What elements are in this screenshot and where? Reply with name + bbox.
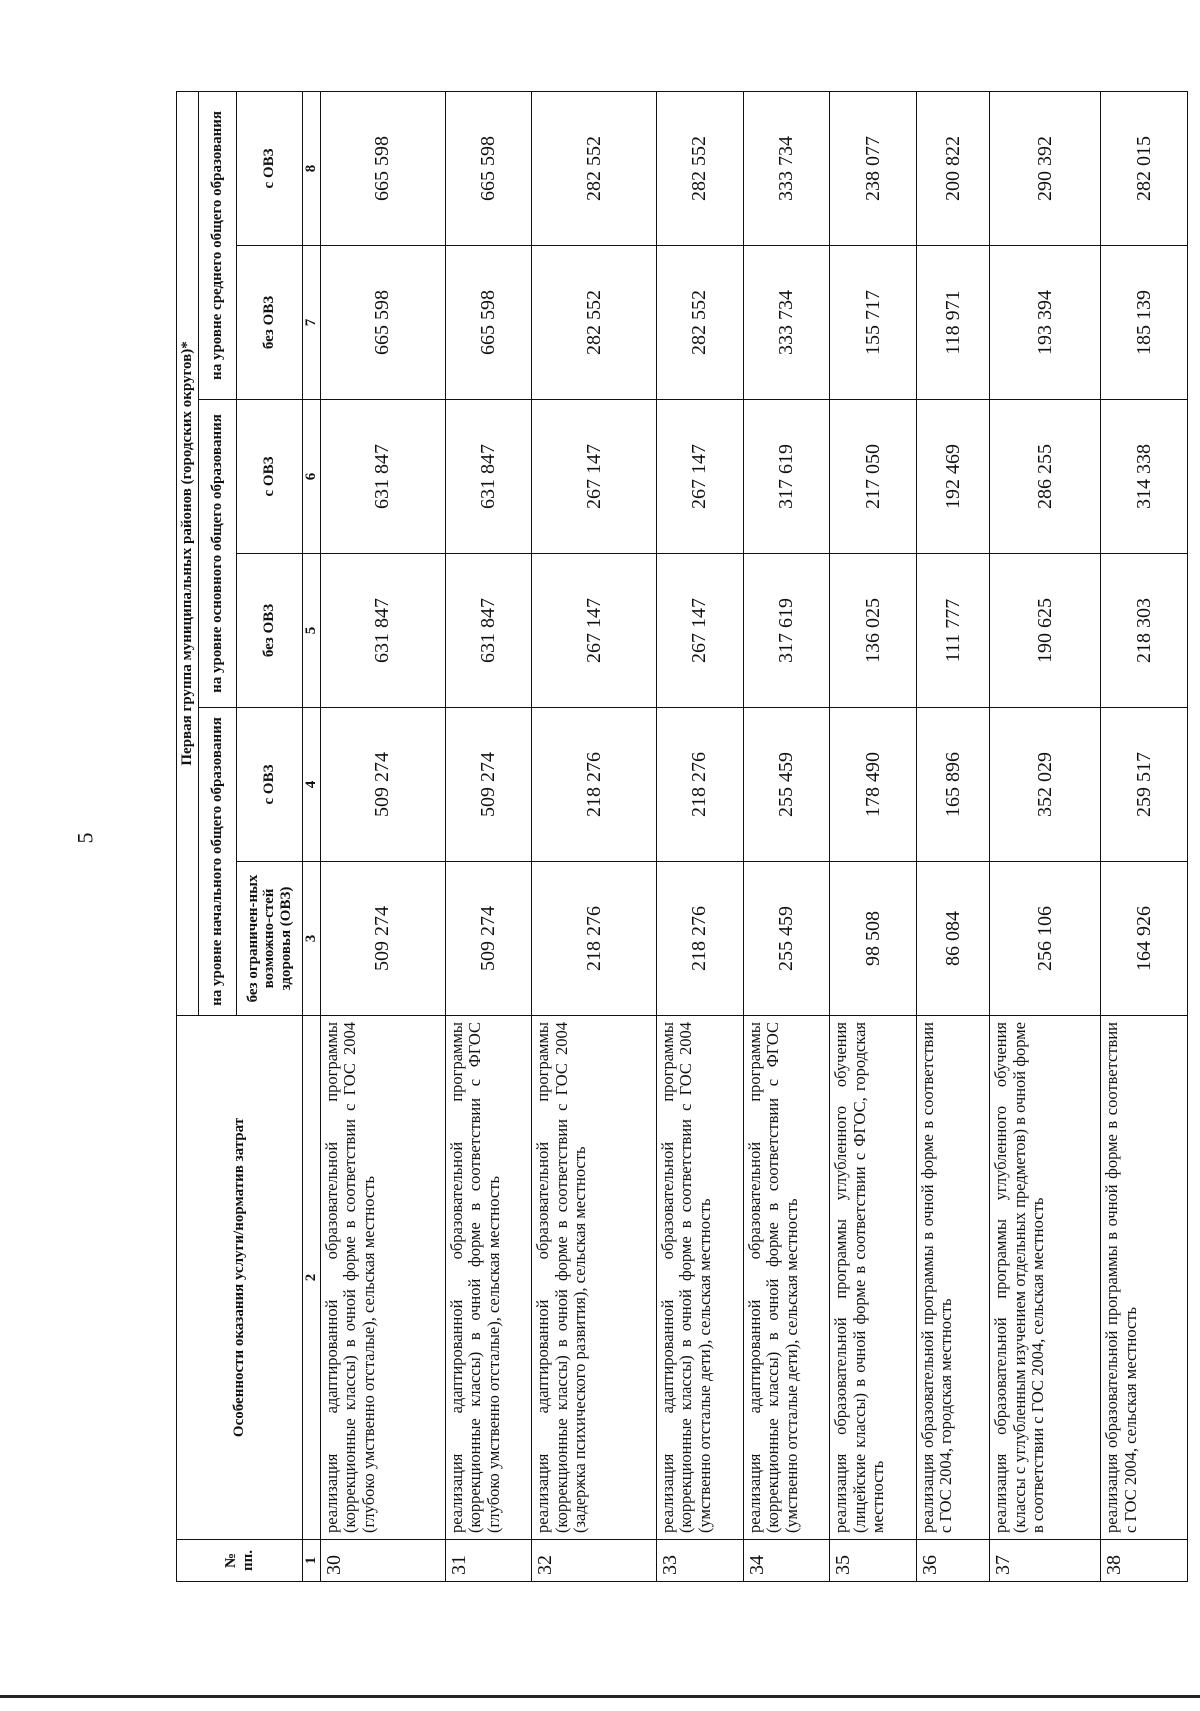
cost-value-cell: 238 077 — [830, 91, 917, 245]
cost-value-cell: 317 619 — [743, 400, 830, 554]
scan-edge-line — [0, 1695, 1200, 1698]
cost-value-cell: 255 459 — [743, 708, 830, 862]
header-sub-no-ovz-basic: без ОВЗ — [237, 554, 303, 708]
col-number: 4 — [303, 708, 321, 862]
cost-value-cell: 155 717 — [830, 246, 917, 400]
cost-value-cell: 185 139 — [1101, 246, 1188, 400]
header-level-primary: на уровне начального общего образования — [199, 708, 237, 1016]
header-group: Первая группа муниципальных районов (городских округов)* — [177, 91, 199, 1015]
cost-value-cell: 290 392 — [990, 91, 1101, 245]
cost-value-cell: 217 050 — [830, 400, 917, 554]
cost-value-cell: 631 847 — [321, 554, 446, 708]
col-number: 1 — [303, 1540, 321, 1582]
cost-value-cell: 314 338 — [1101, 400, 1188, 554]
cost-value-cell: 509 274 — [445, 708, 532, 862]
cost-value-cell: 282 552 — [532, 91, 657, 245]
cost-value-cell: 282 015 — [1101, 91, 1188, 245]
col-number: 7 — [303, 246, 321, 400]
row-description: реализация адаптированной образовательной программы (коррекционные классы) в очной форме в соответствии с ФГОС (умственно отсталые дети), сельская местность — [743, 1016, 830, 1540]
table-row — [321, 91, 446, 1581]
cost-value-cell: 665 598 — [445, 91, 532, 245]
row-description: реализация адаптированной образовательной программы (коррекционные классы) в очной форме в соответствии с ГОС 2004 (задержка психического развития), сельская местность — [532, 1016, 657, 1540]
cost-value-cell: 665 598 — [321, 91, 446, 245]
cost-value-cell: 282 552 — [656, 91, 743, 245]
cost-value-cell: 282 552 — [532, 246, 657, 400]
row-number: 30 — [321, 1540, 446, 1582]
header-sub-ovz-basic: с ОВЗ — [237, 400, 303, 554]
cost-value-cell: 190 625 — [990, 554, 1101, 708]
cost-value-cell: 118 971 — [917, 246, 990, 400]
cost-value-cell: 218 303 — [1101, 554, 1188, 708]
header-level-basic: на уровне основного общего образования — [199, 400, 237, 708]
cost-value-cell: 111 777 — [917, 554, 990, 708]
cost-value-cell: 136 025 — [830, 554, 917, 708]
row-number: 36 — [917, 1540, 990, 1582]
header-sub-no-ovz-secondary: без ОВЗ — [237, 246, 303, 400]
cost-norms-table — [176, 91, 1188, 1582]
cost-value-cell: 218 276 — [656, 862, 743, 1016]
cost-value-cell: 333 734 — [743, 91, 830, 245]
cost-value-cell: 509 274 — [321, 862, 446, 1016]
cost-value-cell: 200 822 — [917, 91, 990, 245]
cost-value-cell: 255 459 — [743, 862, 830, 1016]
column-number-row — [303, 91, 321, 1581]
table-body — [321, 91, 1188, 1581]
cost-value-cell: 631 847 — [321, 400, 446, 554]
cost-value-cell: 256 106 — [990, 862, 1101, 1016]
cost-value-cell: 164 926 — [1101, 862, 1188, 1016]
cost-value-cell: 631 847 — [445, 554, 532, 708]
cost-value-cell: 259 517 — [1101, 708, 1188, 862]
row-number: 35 — [830, 1540, 917, 1582]
table-row — [532, 91, 657, 1581]
row-description: реализация образовательной программы углубленного обучения (лицейские классы) в очной форме в соответствии с ФГОС, городская местность — [830, 1016, 917, 1540]
row-number: 33 — [656, 1540, 743, 1582]
col-number: 6 — [303, 400, 321, 554]
table-row — [445, 91, 532, 1581]
cost-value-cell: 178 490 — [830, 708, 917, 862]
cost-value-cell: 267 147 — [532, 554, 657, 708]
col-number: 5 — [303, 554, 321, 708]
cost-value-cell: 665 598 — [445, 246, 532, 400]
cost-value-cell: 193 394 — [990, 246, 1101, 400]
cost-value-cell: 282 552 — [656, 246, 743, 400]
col-number: 8 — [303, 91, 321, 245]
row-description: реализация адаптированной образовательной программы (коррекционные классы) в очной форме в соответствии с ФГОС (глубоко умственно отсталые), сельская местность — [445, 1016, 532, 1540]
cost-value-cell: 286 255 — [990, 400, 1101, 554]
cost-value-cell: 333 734 — [743, 246, 830, 400]
row-description: реализация образовательной программы в очной форме в соответствии с ГОС 2004, сельская местность — [1101, 1016, 1188, 1540]
cost-value-cell: 352 029 — [990, 708, 1101, 862]
header-level-secondary: на уровне среднего общего образования — [199, 91, 237, 399]
header-sub-no-ovz-primary: без ограничен-ных возможно-стей здоровья (ОВЗ) — [237, 862, 303, 1016]
cost-value-cell: 218 276 — [532, 862, 657, 1016]
cost-value-cell: 86 084 — [917, 862, 990, 1016]
cost-value-cell: 665 598 — [321, 246, 446, 400]
row-number: 34 — [743, 1540, 830, 1582]
row-description: реализация адаптированной образовательной программы (коррекционные классы) в очной форме в соответствии с ГОС 2004 (умственно отсталые дети), сельская местность — [656, 1016, 743, 1540]
cost-value-cell: 631 847 — [445, 400, 532, 554]
table-row — [743, 91, 830, 1581]
row-number: 31 — [445, 1540, 532, 1582]
row-number: 32 — [532, 1540, 657, 1582]
table-row — [656, 91, 743, 1581]
cost-value-cell: 509 274 — [321, 708, 446, 862]
col-number: 3 — [303, 862, 321, 1016]
cost-value-cell: 218 276 — [532, 708, 657, 862]
row-number: 38 — [1101, 1540, 1188, 1582]
rotated-table-wrapper — [176, 92, 1188, 1582]
cost-value-cell: 98 508 — [830, 862, 917, 1016]
header-num: № пп. — [177, 1540, 303, 1582]
cost-value-cell: 267 147 — [656, 554, 743, 708]
cost-value-cell: 267 147 — [532, 400, 657, 554]
cost-value-cell: 317 619 — [743, 554, 830, 708]
table-row — [1101, 91, 1188, 1581]
col-number: 2 — [303, 1016, 321, 1540]
row-description: реализация образовательной программы углубленного обучения (классы с углубленным изучением отдельных предметов) в очной форме в соответствии с ГОС 2004, сельская местность — [990, 1016, 1101, 1540]
row-description: реализация адаптированной образовательной программы (коррекционные классы) в очной форме в соответствии с ГОС 2004 (глубоко умственно отсталые), сельская местность — [321, 1016, 446, 1540]
cost-value-cell: 509 274 — [445, 862, 532, 1016]
row-number: 37 — [990, 1540, 1101, 1582]
header-sub-ovz-secondary: с ОВЗ — [237, 91, 303, 245]
table-row — [917, 91, 990, 1581]
cost-value-cell: 267 147 — [656, 400, 743, 554]
table-row — [990, 91, 1101, 1581]
cost-value-cell: 192 469 — [917, 400, 990, 554]
cost-value-cell: 165 896 — [917, 708, 990, 862]
table-row — [830, 91, 917, 1581]
header-sub-ovz-primary: с ОВЗ — [237, 708, 303, 862]
page-number: 5 — [72, 832, 98, 844]
row-description: реализация образовательной программы в очной форме в соответствии с ГОС 2004, городская местность — [917, 1016, 990, 1540]
header-feature: Особенности оказания услуги/норматив затрат — [177, 1016, 303, 1540]
cost-value-cell: 218 276 — [656, 708, 743, 862]
